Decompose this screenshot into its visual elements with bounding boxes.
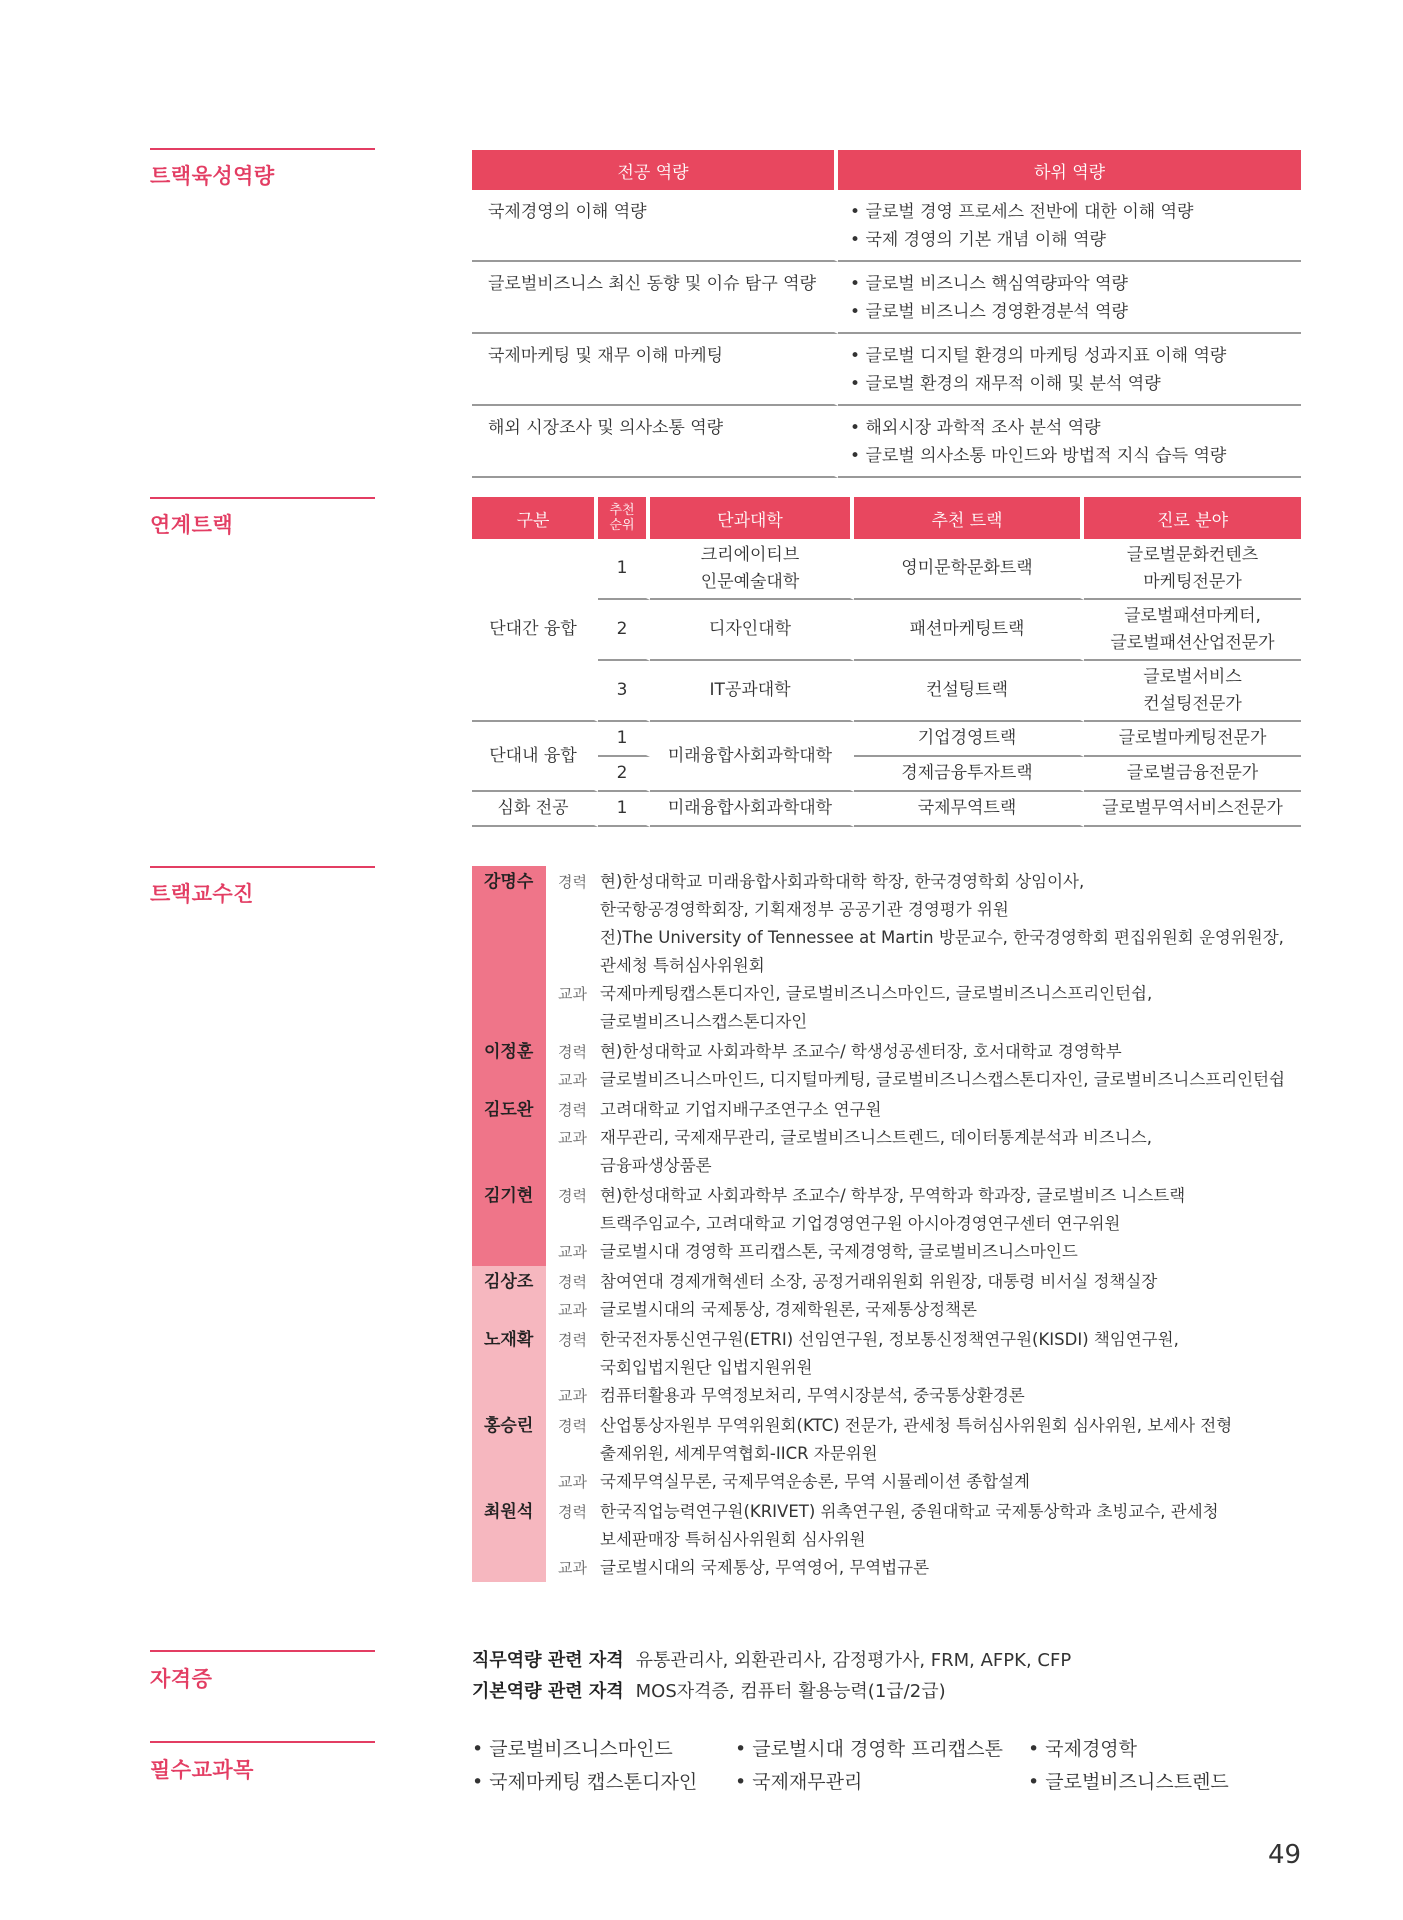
course-label: 교과 [558, 985, 587, 1003]
career-label: 경력 [558, 1503, 587, 1521]
faculty-details [546, 1324, 1332, 1410]
table-row [472, 334, 1301, 406]
cert-basic-value: MOS자격증, 컴퓨터 활용능력(1급/2급) [635, 1681, 946, 1702]
sub-competency-cell [838, 406, 1301, 478]
linked-header-category: 구분 [472, 497, 598, 539]
linked-track: 국제무역트랙 [854, 792, 1084, 827]
linked-career: 글로벌금융전문가 [1084, 757, 1301, 792]
faculty-career-line [558, 1096, 1332, 1124]
faculty-member [472, 1266, 1332, 1324]
major-competency: 국제마케팅 및 재무 이해 마케팅 [472, 334, 838, 406]
faculty-courses: 국제무역실무론, 국제무역운송론, 무역 시뮬레이션 종합설계 [600, 1472, 1030, 1491]
career-label: 경력 [558, 1331, 587, 1349]
faculty-course-line [558, 1554, 1332, 1582]
faculty-courses: 재무관리, 국제재무관리, 글로벌비즈니스트렌드, 데이터통계분석과 비즈니스, 금융파생상품론 [600, 1128, 1153, 1175]
sub-competency: • 글로벌 디지털 환경의 마케팅 성과지표 이해 역량 [850, 342, 1289, 370]
sub-competency: • 글로벌 비즈니스 경영환경분석 역량 [850, 298, 1289, 326]
linked-track: 패션마케팅트랙 [854, 600, 1084, 661]
faculty-courses: 국제마케팅캡스톤디자인, 글로벌비즈니스마인드, 글로벌비즈니스프리인턴쉽, 글로벌비즈니스캡스톤디자인 [600, 984, 1153, 1031]
faculty-career: 참여연대 경제개혁센터 소장, 공정거래위원회 위원장, 대통령 비서실 정책실장 [600, 1272, 1158, 1291]
linked-rank: 1 [598, 792, 650, 827]
linked-career: 글로벌마케팅전문가 [1084, 722, 1301, 757]
faculty-career: 현)한성대학교 사회과학부 조교수/ 학부장, 무역학과 학과장, 글로벌비즈 니스트랙 트랙주임교수, 고려대학교 기업경영연구원 아시아경영연구센터 연구위원 [600, 1186, 1186, 1233]
career-label: 경력 [558, 1417, 587, 1435]
linked-rank: 2 [598, 757, 650, 792]
sub-competency-cell [838, 262, 1301, 334]
course-label: 교과 [558, 1129, 587, 1147]
faculty-course-line [558, 980, 1332, 1036]
linked-category: 단대간 융합 [472, 539, 598, 722]
faculty-details [546, 1410, 1332, 1496]
section-title-cert: 자격증 [150, 1667, 213, 1691]
faculty-courses: 컴퓨터활용과 무역정보처리, 무역시장분석, 중국통상환경론 [600, 1386, 1025, 1405]
section-divider [150, 1741, 375, 1743]
course-label: 교과 [558, 1071, 587, 1089]
faculty-courses: 글로벌시대의 국제통상, 경제학원론, 국제통상정책론 [600, 1300, 977, 1319]
required-course: • 국제경영학 [1028, 1733, 1137, 1766]
faculty-course-line [558, 1124, 1332, 1180]
faculty-member [472, 1094, 1332, 1180]
sub-competency: • 국제 경영의 기본 개념 이해 역량 [850, 226, 1289, 254]
section-title-competency: 트랙육성역량 [150, 164, 275, 188]
cert-basic-label: 기본역량 관련 자격 [472, 1681, 624, 1702]
section-divider [150, 866, 375, 868]
career-label: 경력 [558, 1187, 587, 1205]
faculty-career-line [558, 1268, 1332, 1296]
linked-category: 단대내 융합 [472, 722, 598, 792]
required-course: • 글로벌비즈니스트렌드 [1028, 1766, 1229, 1799]
faculty-member [472, 866, 1332, 1036]
faculty-details [546, 1266, 1332, 1324]
faculty-course-line [558, 1238, 1332, 1266]
faculty-career: 한국직업능력연구원(KRIVET) 위촉연구원, 중원대학교 국제통상학과 초빙교수, 관세청 보세판매장 특허심사위원회 심사위원 [600, 1502, 1219, 1549]
competency-header-sub: 하위 역량 [838, 150, 1301, 190]
linked-track: 기업경영트랙 [854, 722, 1084, 757]
major-competency: 글로벌비즈니스 최신 동향 및 이슈 탐구 역량 [472, 262, 838, 334]
faculty-details [546, 866, 1332, 1036]
linked-track: 컨설팅트랙 [854, 661, 1084, 722]
linked-header-career: 진로 분야 [1084, 497, 1301, 539]
career-label: 경력 [558, 1101, 587, 1119]
career-label: 경력 [558, 1043, 587, 1061]
faculty-details [546, 1180, 1332, 1266]
faculty-name: 노재확 [472, 1324, 546, 1410]
faculty-member [472, 1496, 1332, 1582]
linked-career: 글로벌서비스 컨설팅전문가 [1084, 661, 1301, 722]
linked-college: 디자인대학 [650, 600, 854, 661]
sub-competency: • 해외시장 과학적 조사 분석 역량 [850, 414, 1289, 442]
course-label: 교과 [558, 1559, 587, 1577]
certificate-list [472, 1645, 1071, 1707]
faculty-course-line [558, 1468, 1332, 1496]
section-title-required: 필수교과목 [150, 1758, 254, 1782]
sub-competency: • 글로벌 비즈니스 핵심역량파악 역량 [850, 270, 1289, 298]
faculty-course-line [558, 1296, 1332, 1324]
linked-rank: 3 [598, 661, 650, 722]
linked-rank: 2 [598, 600, 650, 661]
required-course: • 글로벌비즈니스마인드 [472, 1733, 673, 1766]
cert-job-label: 직무역량 관련 자격 [472, 1650, 624, 1671]
linked-rank: 1 [598, 539, 650, 600]
faculty-name: 김상조 [472, 1266, 546, 1324]
faculty-member [472, 1036, 1332, 1094]
faculty-career-line [558, 1498, 1332, 1554]
faculty-details [546, 1094, 1332, 1180]
required-course: • 글로벌시대 경영학 프리캡스톤 [735, 1733, 1003, 1766]
faculty-name: 이정훈 [472, 1036, 546, 1094]
sub-competency: • 글로벌 환경의 재무적 이해 및 분석 역량 [850, 370, 1289, 398]
required-course: • 국제마케팅 캡스톤디자인 [472, 1766, 697, 1799]
faculty-career: 한국전자통신연구원(ETRI) 선임연구원, 정보통신정책연구원(KISDI) 책임연구원, 국회입법지원단 입법지원위원 [600, 1330, 1179, 1377]
competency-header-major: 전공 역량 [472, 150, 838, 190]
linked-career: 글로벌패션마케터, 글로벌패션산업전문가 [1084, 600, 1301, 661]
linked-college: IT공과대학 [650, 661, 854, 722]
linked-category: 심화 전공 [472, 792, 598, 827]
faculty-name: 최원석 [472, 1496, 546, 1582]
course-label: 교과 [558, 1387, 587, 1405]
faculty-course-line [558, 1066, 1332, 1094]
faculty-member [472, 1324, 1332, 1410]
linked-track-table [472, 497, 1301, 827]
section-divider [150, 497, 375, 499]
linked-career: 글로벌무역서비스전문가 [1084, 792, 1301, 827]
linked-college: 미래융합사회과학대학 [650, 792, 854, 827]
faculty-career-line [558, 868, 1332, 980]
major-competency: 해외 시장조사 및 의사소통 역량 [472, 406, 838, 478]
linked-header-rank: 추천 순위 [598, 497, 650, 539]
faculty-career: 현)한성대학교 미래융합사회과학대학 학장, 한국경영학회 상임이사, 한국항공경영학회장, 기획재정부 공공기관 경영평가 위원 전)The University of Tennessee at Martin 방문교수, 한국경영학회 편집위원회 운영위원장, 관세청 특허심사위원회 [600, 872, 1284, 975]
table-row [472, 406, 1301, 478]
cert-row-job [472, 1645, 1071, 1676]
faculty-courses: 글로벌시대 경영학 프리캡스톤, 국제경영학, 글로벌비즈니스마인드 [600, 1242, 1078, 1261]
major-competency: 국제경영의 이해 역량 [472, 190, 838, 262]
faculty-courses: 글로벌비즈니스마인드, 디지털마케팅, 글로벌비즈니스캡스톤디자인, 글로벌비즈니스프리인턴쉽 [600, 1070, 1285, 1089]
linked-career: 글로벌문화컨텐츠 마케팅전문가 [1084, 539, 1301, 600]
sub-competency: • 글로벌 의사소통 마인드와 방법적 지식 습득 역량 [850, 442, 1289, 470]
linked-header-college: 단과대학 [650, 497, 854, 539]
faculty-member [472, 1410, 1332, 1496]
faculty-details [546, 1496, 1332, 1582]
page-number: 49 [1268, 1840, 1302, 1870]
faculty-member [472, 1180, 1332, 1266]
linked-rank: 1 [598, 722, 650, 757]
table-row [472, 722, 1301, 757]
linked-college: 미래융합사회과학대학 [650, 722, 854, 792]
linked-header-track: 추천 트랙 [854, 497, 1084, 539]
section-title-faculty: 트랙교수진 [150, 882, 254, 906]
faculty-courses: 글로벌시대의 국제통상, 무역영어, 무역법규론 [600, 1558, 930, 1577]
faculty-career-line [558, 1038, 1332, 1066]
linked-college: 크리에이티브 인문예술대학 [650, 539, 854, 600]
faculty-name: 김기현 [472, 1180, 546, 1266]
course-label: 교과 [558, 1243, 587, 1261]
table-row [472, 262, 1301, 334]
faculty-career-line [558, 1412, 1332, 1468]
sub-competency-cell [838, 334, 1301, 406]
competency-table [472, 150, 1301, 478]
faculty-course-line [558, 1382, 1332, 1410]
cert-row-basic [472, 1676, 1071, 1707]
faculty-career: 고려대학교 기업지배구조연구소 연구원 [600, 1100, 882, 1119]
faculty-name: 홍승린 [472, 1410, 546, 1496]
cert-job-value: 유통관리사, 외환관리사, 감정평가사, FRM, AFPK, CFP [635, 1650, 1072, 1671]
faculty-career: 산업통상자원부 무역위원회(KTC) 전문가, 관세청 특허심사위원회 심사위원, 보세사 전형 출제위원, 세계무역협회-IICR 자문위원 [600, 1416, 1233, 1463]
faculty-name: 강명수 [472, 866, 546, 1036]
sub-competency: • 글로벌 경영 프로세스 전반에 대한 이해 역량 [850, 198, 1289, 226]
faculty-list [472, 866, 1332, 1582]
faculty-career-line [558, 1326, 1332, 1382]
course-label: 교과 [558, 1473, 587, 1491]
faculty-career: 현)한성대학교 사회과학부 조교수/ 학생성공센터장, 호서대학교 경영학부 [600, 1042, 1122, 1061]
section-title-linked: 연계트랙 [150, 513, 234, 537]
linked-track: 경제금융투자트랙 [854, 757, 1084, 792]
linked-track: 영미문학문화트랙 [854, 539, 1084, 600]
faculty-name: 김도완 [472, 1094, 546, 1180]
career-label: 경력 [558, 1273, 587, 1291]
faculty-career-line [558, 1182, 1332, 1238]
required-course: • 국제재무관리 [735, 1766, 862, 1799]
table-row [472, 539, 1301, 600]
section-divider [150, 148, 375, 150]
section-divider [150, 1650, 375, 1652]
table-row [472, 792, 1301, 827]
course-label: 교과 [558, 1301, 587, 1319]
career-label: 경력 [558, 873, 587, 891]
sub-competency-cell [838, 190, 1301, 262]
faculty-details [546, 1036, 1332, 1094]
table-row [472, 190, 1301, 262]
